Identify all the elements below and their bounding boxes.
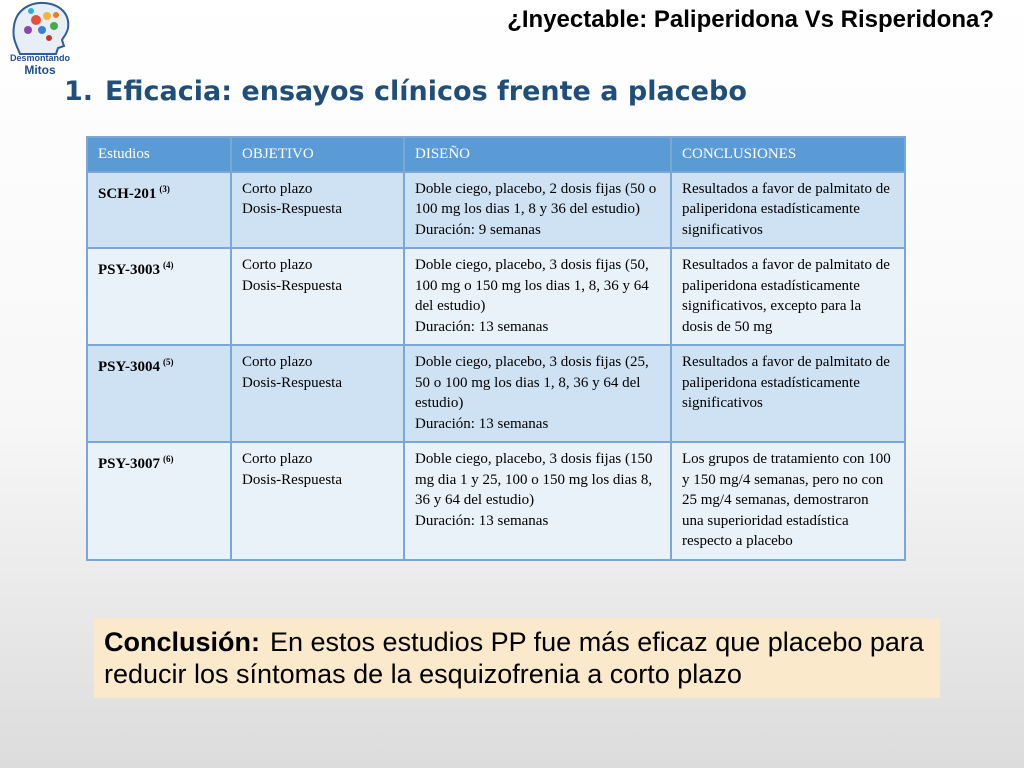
logo-line1: Desmontando bbox=[9, 53, 70, 63]
design-cell bbox=[404, 172, 671, 249]
design-cell bbox=[404, 345, 671, 442]
objective-cell bbox=[231, 345, 404, 442]
objective-line: Corto plazo bbox=[242, 354, 313, 370]
study-ref: (4) bbox=[162, 260, 174, 270]
logo bbox=[0, 0, 88, 80]
study-id: PSY-3004 bbox=[98, 359, 160, 375]
table-row bbox=[87, 442, 905, 560]
conclusion-text: En estos estudios PP fue más eficaz que placebo para reducir los síntomas de la esquizofrenia a corto plazo bbox=[104, 627, 924, 689]
table-header-row bbox=[87, 137, 905, 172]
conclusion-cell: Resultados a favor de palmitato de paliperidona estadísticamente significativos bbox=[671, 345, 905, 442]
duration-text: Duración: 9 semanas bbox=[415, 221, 541, 238]
design-text: Doble ciego, placebo, 3 dosis fijas (150 mg dia 1 y 25, 100 o 150 mg los dias 8, 36 y 64 del estudio) bbox=[415, 451, 653, 508]
design-text: Doble ciego, placebo, 3 dosis fijas (25, 50 o 100 mg los dias 1, 8, 36 y 64 del estudio) bbox=[415, 354, 649, 411]
heading-number: 1. bbox=[64, 76, 94, 107]
duration-text: Duración: 13 semanas bbox=[415, 512, 549, 529]
conclusion-label: Conclusión: bbox=[104, 627, 260, 657]
objective-line: Corto plazo bbox=[242, 451, 313, 467]
study-ref: (5) bbox=[162, 357, 174, 367]
design-text: Doble ciego, placebo, 3 dosis fijas (50, 100 mg o 150 mg los dias 1, 8, 36 y 64 del estudio) bbox=[415, 257, 649, 314]
conclusion-box bbox=[94, 618, 940, 698]
objective-line: Dosis-Respuesta bbox=[242, 471, 342, 488]
column-header-estudios: Estudios bbox=[87, 137, 231, 172]
objective-cell bbox=[231, 442, 404, 560]
table-row bbox=[87, 345, 905, 442]
logo-line2: Mitos bbox=[24, 63, 56, 77]
design-text: Doble ciego, placebo, 2 dosis fijas (50 o 100 mg los dias 1, 8 y 36 del estudio) bbox=[415, 180, 657, 217]
column-header-objetivo: OBJETIVO bbox=[231, 137, 404, 172]
study-cell bbox=[87, 345, 231, 442]
objective-line: Corto plazo bbox=[242, 180, 313, 197]
objective-line: Corto plazo bbox=[242, 257, 313, 273]
duration-text: Duración: 13 semanas bbox=[415, 415, 549, 432]
header-title: ¿Inyectable: Paliperidona Vs Risperidona? bbox=[507, 6, 994, 33]
conclusion-cell: Resultados a favor de palmitato de paliperidona estadísticamente significativos bbox=[671, 172, 905, 249]
study-ref: (6) bbox=[162, 454, 174, 464]
study-id: PSY-3007 bbox=[98, 456, 160, 472]
heading-text: Eficacia: ensayos clínicos frente a placebo bbox=[105, 76, 747, 107]
objective-line: Dosis-Respuesta bbox=[242, 277, 342, 294]
objective-cell bbox=[231, 172, 404, 249]
table-row bbox=[87, 248, 905, 345]
study-id: SCH-201 bbox=[98, 185, 157, 202]
objective-cell bbox=[231, 248, 404, 345]
study-ref: (3) bbox=[159, 183, 170, 194]
conclusion-cell: Los grupos de tratamiento con 100 y 150 mg/4 semanas, pero no con 25 mg/4 semanas, demostraron una superioridad estadística respecto a placebo bbox=[671, 442, 905, 560]
objective-line: Dosis-Respuesta bbox=[242, 201, 342, 217]
study-id: PSY-3003 bbox=[98, 262, 160, 278]
column-header-conclusiones: CONCLUSIONES bbox=[671, 137, 905, 172]
objective-line: Dosis-Respuesta bbox=[242, 374, 342, 391]
design-cell bbox=[404, 248, 671, 345]
table-row bbox=[87, 172, 905, 249]
duration-text: Duración: 13 semanas bbox=[415, 318, 549, 335]
slide-heading bbox=[64, 76, 747, 107]
brain-head-logo-icon bbox=[6, 0, 76, 56]
study-cell bbox=[87, 442, 231, 560]
column-header-diseno: DISEÑO bbox=[404, 137, 671, 172]
conclusion-cell: Resultados a favor de palmitato de paliperidona estadísticamente significativos, excepto para la dosis de 50 mg bbox=[671, 248, 905, 345]
study-cell bbox=[87, 172, 231, 249]
study-cell bbox=[87, 248, 231, 345]
studies-table bbox=[86, 136, 906, 561]
logo-text bbox=[0, 52, 80, 76]
design-cell bbox=[404, 442, 671, 560]
